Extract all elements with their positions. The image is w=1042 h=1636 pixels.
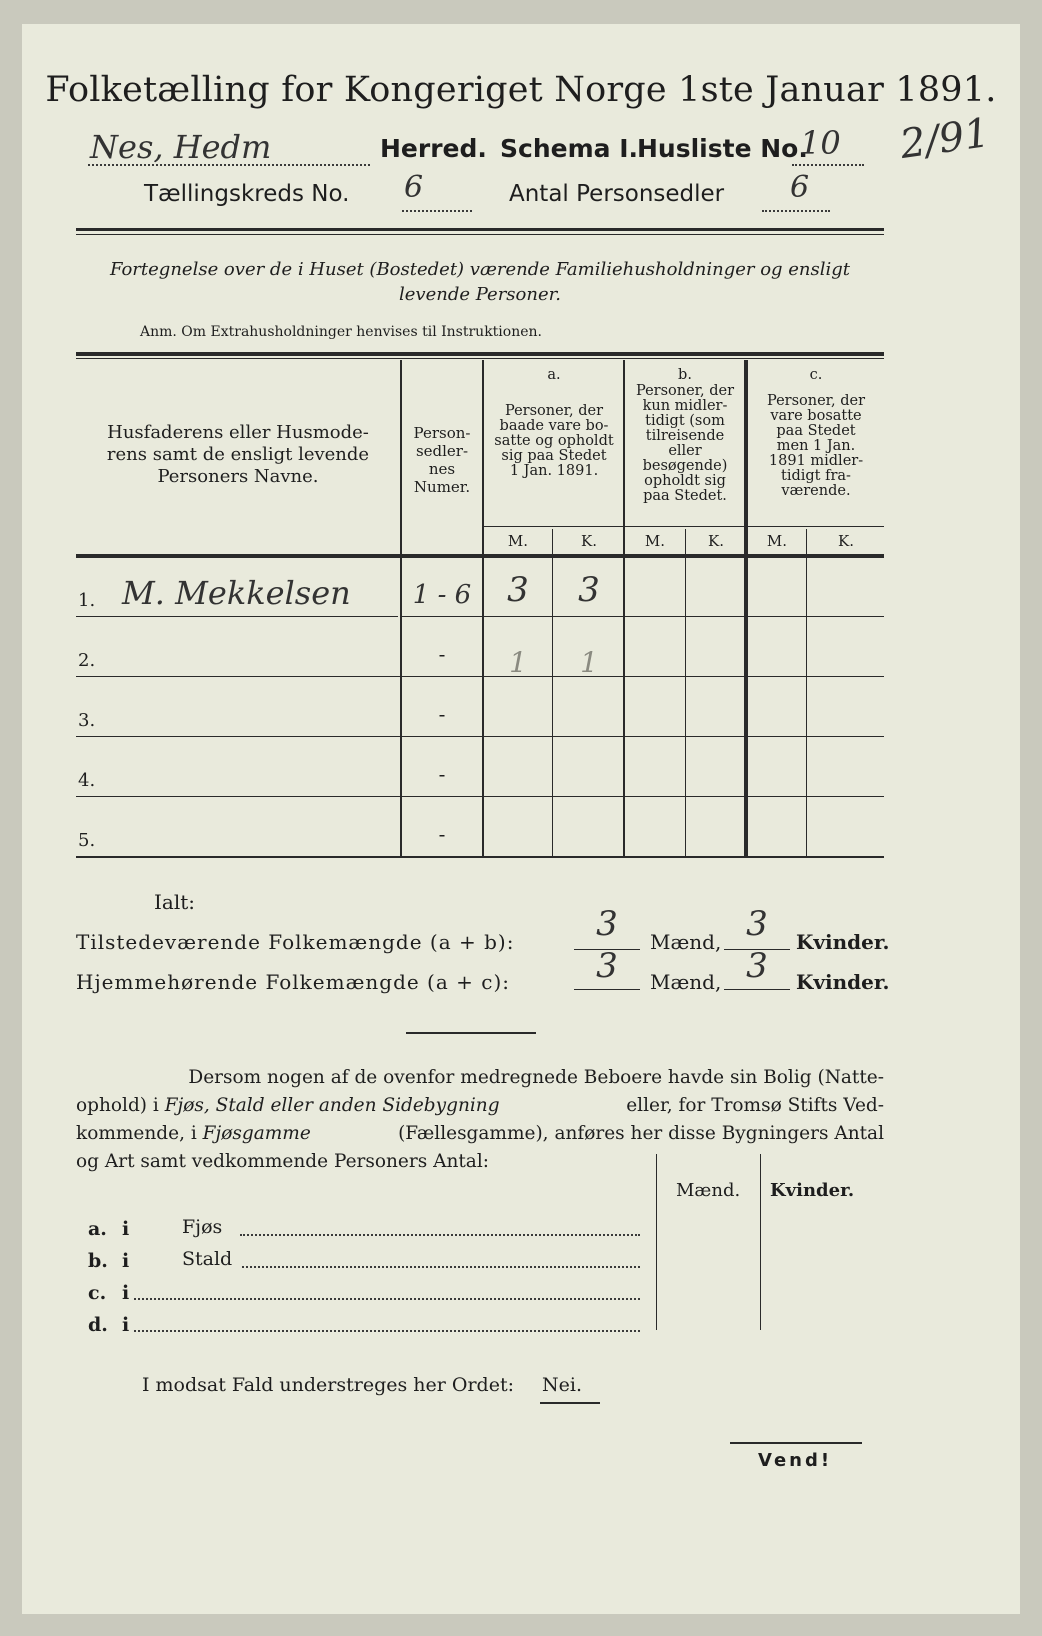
outb-c-dots <box>134 1298 640 1300</box>
col-c-letter: c. <box>809 367 823 383</box>
row-3-num: - <box>438 702 446 726</box>
outbuildings-paragraph <box>76 1064 884 1176</box>
row-1-name: M. Mekkelsen <box>122 574 351 612</box>
census-form-page <box>22 24 1020 1614</box>
row-1-num: 1 - 6 <box>412 580 472 610</box>
row-1-a-m: 3 <box>507 570 529 610</box>
table-bottom-rule <box>76 856 884 858</box>
hjemme-maend: Mænd, <box>650 970 722 994</box>
section-divider <box>406 1032 536 1034</box>
table-top-rule <box>76 352 884 356</box>
taellingskreds-label: Tællingskreds No. <box>144 181 350 207</box>
row-5-number: 5. <box>78 830 96 851</box>
col-divider-b-mk <box>685 529 686 856</box>
para-line-1: Dersom nogen af de ovenfor medregnede Beboere havde sin Bolig (Natte- <box>188 1067 884 1088</box>
hjemme-k-value: 3 <box>746 946 768 986</box>
hjemme-m-rule <box>574 989 640 990</box>
col-divider-a-mk <box>552 529 553 856</box>
row-1-rule-name <box>76 616 398 617</box>
col-a-k: K. <box>581 532 597 550</box>
corner-note: 2/91 <box>897 109 993 169</box>
row-2-number: 2. <box>78 650 96 671</box>
outb-a-i: i <box>122 1218 130 1240</box>
outb-b-label: Stald <box>182 1248 233 1270</box>
hjemme-m-value: 3 <box>596 946 618 986</box>
row-5-num: - <box>438 822 446 846</box>
outb-b-letter: b. <box>88 1250 108 1272</box>
row-2-a-m: 1 <box>509 646 527 679</box>
tilstede-label: Tilstedeværende Folkemængde (a + b): <box>76 930 515 954</box>
header-rule <box>76 228 884 231</box>
col-name-header: Husfaderens eller Husmode- rens samt de ensligt levende Personers Navne. <box>106 422 370 487</box>
outb-kvinder-header: Kvinder. <box>770 1180 855 1201</box>
col-b-header: Personer, der kun midler- tidigt (som tilreisende eller besøgende) opholdt sig paa Stedet. <box>635 383 735 504</box>
ialt-label: Ialt: <box>154 890 195 914</box>
intro-line1: Fortegnelse over de i Huset (Bostedet) værende Familiehusholdninger og ensligt <box>109 259 851 280</box>
husliste-label: Husliste No. <box>637 134 808 163</box>
table-top-rule-thin <box>76 358 884 359</box>
row-3-rule <box>76 736 884 737</box>
tilstede-m-value: 3 <box>596 904 618 944</box>
row-2-a-k: 1 <box>580 646 598 679</box>
vend-label: Vend! <box>758 1450 833 1471</box>
outb-c-i: i <box>122 1282 130 1304</box>
hjemme-k-rule <box>724 989 790 990</box>
tilstede-kvinder: Kvinder. <box>796 930 890 954</box>
hjemme-kvinder: Kvinder. <box>796 970 890 994</box>
husliste-value: 10 <box>800 124 841 162</box>
outb-b-dots <box>242 1266 640 1268</box>
row-4-num: - <box>438 762 446 786</box>
outb-d-letter: d. <box>88 1314 108 1336</box>
tilstede-k-value: 3 <box>746 904 768 944</box>
header-rule-thin <box>76 234 884 235</box>
row-2-rule <box>76 676 884 677</box>
row-4-number: 4. <box>78 770 96 791</box>
row-4-rule <box>76 796 884 797</box>
col-a-m: M. <box>507 532 529 550</box>
table-header-bottom-rule <box>76 554 884 558</box>
outb-a-label: Fjøs <box>182 1216 223 1238</box>
antal-label: Antal Personsedler <box>509 181 725 207</box>
col-divider-c-mk <box>806 529 807 856</box>
para-line-4: og Art samt vedkommende Personers Antal: <box>76 1151 489 1172</box>
anm-note: Anm. Om Extrahusholdninger henvises til Instruktionen. <box>140 324 542 340</box>
outb-maend-header: Mænd. <box>676 1180 741 1201</box>
col-c-m: M. <box>766 532 788 550</box>
col-a-header: Personer, der baade vare bo- satte og opholdt sig paa Stedet 1 Jan. 1891. <box>494 403 614 479</box>
outb-d-dots <box>134 1330 640 1332</box>
outb-c-letter: c. <box>88 1282 107 1304</box>
row-2-num: - <box>438 642 446 666</box>
herred-value: Nes, Hedm <box>90 128 272 166</box>
outb-b-i: i <box>122 1250 130 1272</box>
row-1-a-k: 3 <box>578 570 600 610</box>
modsat-text: I modsat Fald understreges her Ordet: <box>142 1374 514 1396</box>
husliste-dots <box>792 164 864 166</box>
outb-divider-1 <box>656 1154 657 1330</box>
row-1-number: 1. <box>78 590 96 611</box>
col-b-m: M. <box>644 532 666 550</box>
taellingskreds-dots <box>402 210 472 212</box>
form-title: Folketælling for Kongeriget Norge 1ste Januar 1891. <box>45 70 997 110</box>
outb-a-letter: a. <box>88 1218 107 1240</box>
outb-a-dots <box>240 1234 640 1236</box>
outb-divider-2 <box>760 1154 761 1330</box>
nei-word: Nei. <box>542 1374 582 1396</box>
nei-underline <box>540 1402 600 1404</box>
col-c-k: K. <box>838 532 854 550</box>
hjemme-label: Hjemmehørende Folkemængde (a + c): <box>76 970 510 994</box>
col-b-k: K. <box>708 532 724 550</box>
col-a-letter: a. <box>547 367 561 383</box>
intro-line2: levende Personer. <box>399 284 561 305</box>
herred-label: Herred. <box>380 134 487 163</box>
outb-d-i: i <box>122 1314 130 1336</box>
col-num-header: Person- sedler- nes Numer. <box>413 424 471 496</box>
mk-top-rule <box>484 526 884 527</box>
para-line-3: kommende, i Fjøsgamme (Fællesgamme), anføres her disse Bygningers Antal <box>76 1123 884 1144</box>
col-c-header: Personer, der vare bosatte paa Stedet men 1 Jan. 1891 midler- tidigt fra- værende. <box>766 393 866 499</box>
antal-value: 6 <box>790 170 810 205</box>
para-line-2: ophold) i Fjøs, Stald eller anden Sidebygning eller, for Tromsø Stifts Ved- <box>76 1095 884 1116</box>
vend-rule <box>730 1442 862 1444</box>
row-3-number: 3. <box>78 710 96 731</box>
herred-dots <box>88 164 370 166</box>
col-b-letter: b. <box>678 367 692 383</box>
tilstede-maend: Mænd, <box>650 930 722 954</box>
row-1-rule <box>402 616 884 617</box>
schema-label: Schema I. <box>500 134 639 163</box>
taellingskreds-value: 6 <box>404 170 424 205</box>
antal-dots <box>762 210 830 212</box>
